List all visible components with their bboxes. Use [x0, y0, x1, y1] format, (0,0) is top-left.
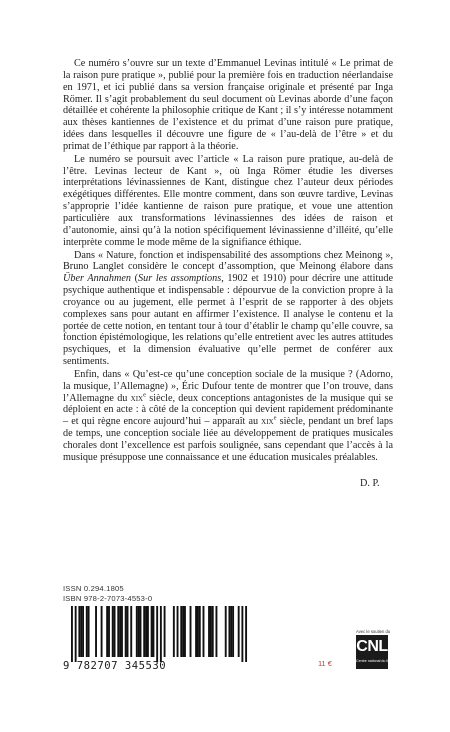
text-segment: xix — [261, 416, 274, 428]
barcode-bar — [121, 606, 123, 657]
barcode-bar — [143, 606, 145, 657]
paragraph — [63, 250, 393, 368]
cnl-logo — [356, 635, 393, 669]
paragraph — [63, 369, 393, 464]
text-segment: Ce numéro s’ouvre sur un texte d’Emmanuel Levinas intitulé « Le primat de la raison pure pratique », publié pour la première fois en traduction néerlandaise en 1971, et ici publié dans sa version française originale et présenté par Inga Römer. Il s’agit probablement du seul document où Levinas aborde d’une façon détaillée et cohérente la philosophie critique de Kant ; il s’y intéresse notamment aux thèses kantiennes de l’existence et du primat d’une raison pure pratique, idées dans lesquelles il découvre une figure de « l’au-delà de l’être » et du primat de l’éthique par rapport à la théorie. — [63, 58, 393, 152]
barcode-bar — [212, 606, 214, 657]
barcode-bar — [197, 606, 199, 657]
isbn-number: ISBN 978-2-7073-4553-0 — [63, 594, 153, 603]
barcode-bar — [101, 606, 103, 657]
barcode-digits: 9 782707 345530 — [63, 660, 167, 672]
barcode-bar — [173, 606, 175, 657]
text-segment: siècle, pendant un bref laps de temps, une conception sociale liée au développement de pratiques musicales chorales dont l’excellence est parfois soulignée, sans cependant que l’accès à la musique présuppose une connaissance et une éducation musicales préalables. — [63, 416, 393, 463]
text-segment: e — [143, 391, 146, 399]
barcode-bar — [114, 606, 116, 657]
barcode-bar — [127, 606, 129, 657]
signature: D. P. — [360, 478, 380, 489]
barcode-bar — [112, 606, 114, 657]
barcode-bar — [119, 606, 121, 657]
barcode-bar — [82, 606, 84, 657]
barcode-bar — [182, 606, 184, 657]
description-text — [63, 58, 393, 465]
barcode-bar — [88, 606, 90, 657]
barcode-bar — [156, 606, 158, 662]
barcode-bar — [199, 606, 201, 657]
barcode-bar — [230, 606, 232, 657]
barcode-bar — [95, 606, 97, 657]
paragraph — [63, 154, 393, 249]
barcode-bar — [225, 606, 227, 657]
text-segment: siècle, deux conceptions antagonistes de la musique qui se déploient en acte : à côté de la conception qui devient rapidement prédominante – et qui règne encore aujourd’hui – apparaît au — [63, 392, 393, 428]
barcode-bar — [145, 606, 147, 657]
barcode — [71, 606, 247, 662]
text-segment: Dans « Nature, fonction et indispensabilité des assomptions chez Meinong », Bruno Langlet considère le concept d’assomption, que Meinong élabore dans — [63, 249, 393, 273]
text-segment: , 1902 et 1910) pour décrire une attitude psychique authentique et indispensable : dépourvue de la conviction propre à la croyance ou au jugement, elle permet à l’esprit de se rapporter à des objets complexes sans pour autant en affirmer l’existence. Il analyse le contenu et la portée de cette notion, en tentant tour à tour d’établir le champ qu’elle couvre, sa fonction épistémologique, les relations qu’elle entretient avec les autres attitudes psychiques, et la dimension évaluative qu’elle permet de conférer aux sentiments. — [63, 273, 393, 368]
barcode-bar — [164, 606, 166, 657]
barcode-bar — [117, 606, 119, 657]
cnl-logo-text: CNL — [356, 638, 388, 655]
barcode-bar — [125, 606, 127, 657]
barcode-bar — [245, 606, 247, 662]
barcode-bar — [86, 606, 88, 657]
barcode-bar — [75, 606, 77, 662]
barcode-bar — [241, 606, 243, 662]
barcode-bar — [210, 606, 212, 657]
barcode-bar — [195, 606, 197, 657]
text-segment: Sur les assomptions — [138, 273, 222, 285]
barcode-bar — [180, 606, 182, 657]
barcode-bar — [140, 606, 142, 657]
barcode-bar — [203, 606, 205, 657]
text-segment: xix — [130, 392, 144, 404]
barcode-bar — [136, 606, 138, 657]
barcode-bar — [78, 606, 80, 657]
barcode-bar — [106, 606, 108, 657]
price: 11 € — [318, 659, 332, 668]
barcode-bar — [147, 606, 149, 657]
text-segment: Enfin, dans « Qu’est-ce qu’une conception sociale de la musique ? (Adorno, la musique, l’Allemagne) », Éric Dufour tente de montrer que l’on trouve, dans l’Allemagne du — [63, 368, 393, 404]
text-segment: ( — [130, 273, 139, 285]
barcode-bar — [232, 606, 234, 657]
cnl-logo-subtitle: Centre national du livre — [356, 659, 393, 663]
text-segment: e — [273, 414, 277, 422]
barcode-bar — [130, 606, 132, 657]
barcode-bar — [208, 606, 210, 657]
barcode-bar — [228, 606, 230, 657]
barcode-bar — [151, 606, 153, 657]
barcode-bar — [190, 606, 192, 657]
text-segment: Le numéro se poursuit avec l’article « La raison pure pratique, au-delà de l’être. Levinas lecteur de Kant », où Inga Römer étudie les diverses interprétations lévinassiennes de Kant, distingue chez l’auteur deux périodes exégétiques différentes. Elle montre comment, dans son œuvre tardive, Levinas s’approprie l’idée kantienne de raison pure pratique, et voue une attention particulière aux transformations lévinassiennes des idées de raison et d’autonomie, ainsi qu’à la notion spécifiquement lévinassienne d’illéité, qu’elle interprète comme le mode même de la signifiance éthique. — [63, 153, 393, 248]
issn-number: ISSN 0.294.1805 — [63, 584, 124, 593]
text-segment: Über Annahmen — [63, 273, 131, 285]
barcode-bar — [108, 606, 110, 657]
paragraph — [63, 58, 393, 153]
barcode-bar — [216, 606, 218, 657]
barcode-bar — [177, 606, 179, 657]
barcode-bar — [238, 606, 240, 657]
barcode-bar — [71, 606, 73, 662]
barcode-bar — [138, 606, 140, 657]
barcode-bar — [184, 606, 186, 657]
barcode-bar — [160, 606, 162, 662]
barcode-bar — [80, 606, 82, 657]
barcode-bar — [153, 606, 155, 657]
cnl-caption: Avec le soutien du — [356, 629, 391, 634]
